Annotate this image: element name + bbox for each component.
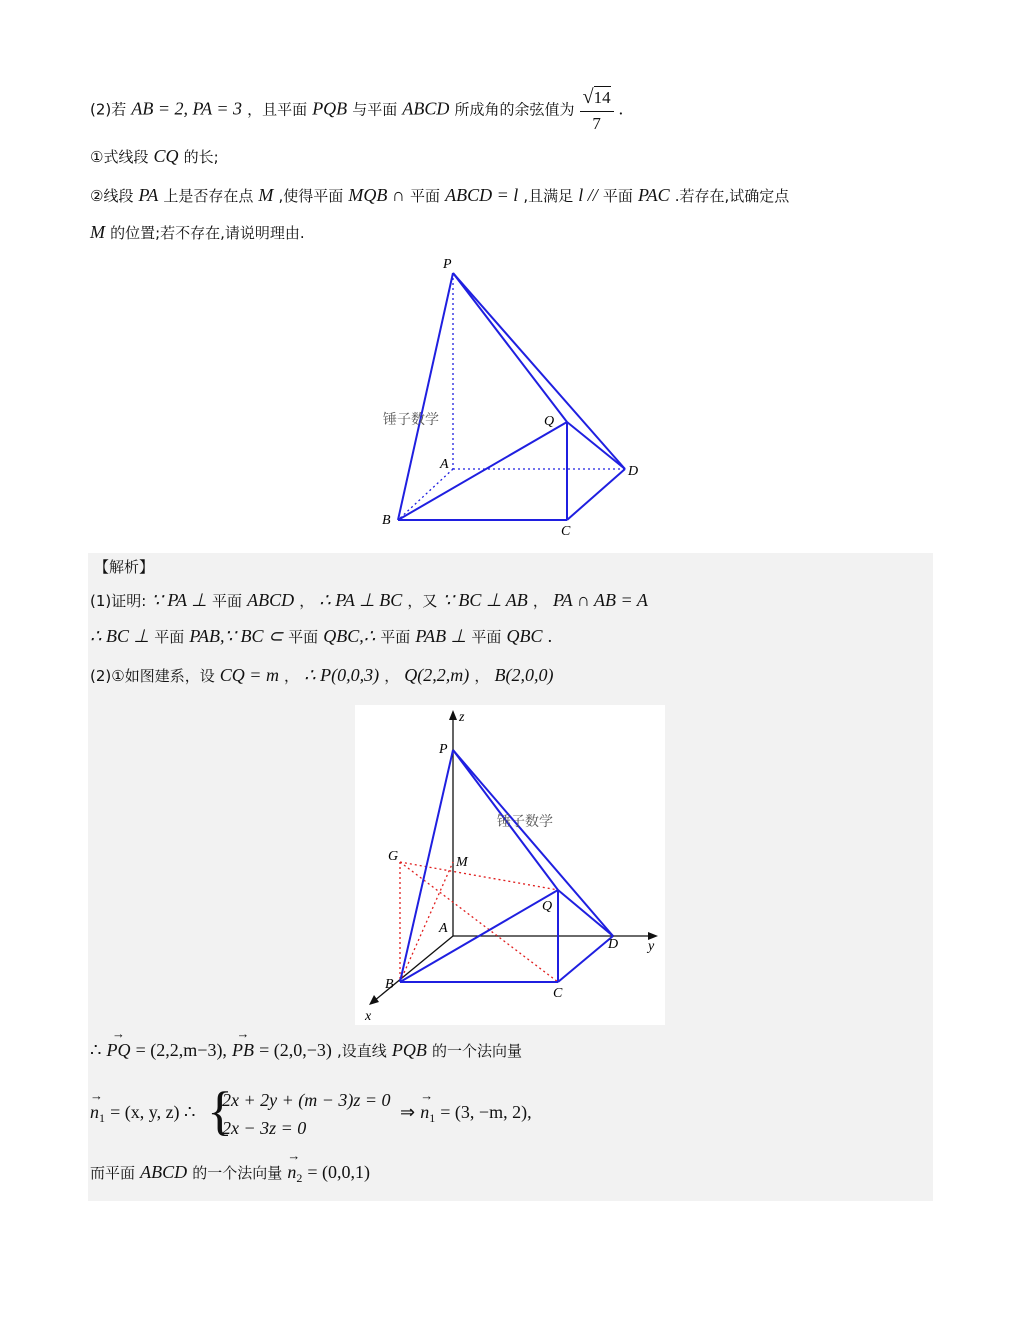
label2-y: y <box>648 939 655 954</box>
solution-line-4: ∴ → PQ = (2,2,m−3), → PB = (2,0,−3) ,设直线 PQB 的一个法向量 <box>90 1040 522 1061</box>
edge2-pb <box>400 750 453 982</box>
label2-Q: Q <box>542 899 553 914</box>
solution-line-2: ∴ BC ⊥ 平面 PAB,∵ BC ⊂ 平面 QBC,∴ 平面 PAB ⊥ 平面 QBC . <box>90 626 553 646</box>
label2-G: G <box>388 849 399 864</box>
label2-C: C <box>553 986 563 1001</box>
edge-qd <box>567 422 625 469</box>
system-brace: { <box>207 1081 233 1141</box>
solution-heading: 【解析】 <box>94 558 155 576</box>
system-eq-1: 2x + 2y + (m − 3)z = 0 <box>222 1090 391 1110</box>
edge2-qd <box>558 890 613 936</box>
question-1: ①式线段 CQ 的长; <box>90 146 219 166</box>
system-eq-2: 2x − 3z = 0 <box>222 1118 307 1138</box>
label2-B: B <box>385 977 394 992</box>
question-2-cont: M 的位置;若不存在,请说明理由. <box>90 222 305 242</box>
solution-line-3: (2)①如图建系，设 CQ = m ， ∴ P(0,0,3) ， Q(2,2,m) ， B(2,0,0) <box>90 665 554 685</box>
label-A: A <box>440 457 449 472</box>
label2-z: z <box>459 710 465 725</box>
edge-pd <box>453 273 625 469</box>
label-P: P <box>443 257 452 272</box>
label-Q: Q <box>544 414 555 429</box>
solution-line-1: (1)证明: ∵ PA ⊥ 平面 ABCD ， ∴ PA ⊥ BC ，又 ∵ BC ⊥ AB ， PA ∩ AB = A <box>90 590 648 610</box>
label2-A: A <box>439 921 448 936</box>
edge-ab-hidden <box>398 469 453 520</box>
plane-pqb: PQB <box>312 98 348 119</box>
solution-line-5: → $n_1 = (x$, y, z) ∴ <box>90 1102 196 1126</box>
edge-cd <box>567 469 625 520</box>
label2-x: x <box>365 1009 372 1024</box>
problem-part2-line: (2)若 AB = 2, PA = 3 ，且平面 PQB 与平面 ABCD 所成角的余弦值为 $\frac{√14}{7}$ . <box>90 86 624 133</box>
watermark-2: 锤子数学 <box>497 814 553 830</box>
condition: AB = 2, PA = 3 <box>131 98 242 119</box>
x-arrow <box>369 995 379 1005</box>
label2-M: M <box>456 855 468 870</box>
plane-abcd: ABCD <box>402 98 450 119</box>
edge-pq <box>453 273 567 422</box>
watermark: 锤子数学 <box>383 412 439 428</box>
label-B: B <box>382 513 391 528</box>
part2-prefix: (2)若 <box>90 100 127 119</box>
cosine-value: $\frac{√14}{7}$ <box>580 86 614 134</box>
label-D: D <box>628 464 639 479</box>
pyramid-figure <box>370 250 650 545</box>
solution-line-5-result: ⇒ → $n_1 = (3$, −m, 2), <box>400 1102 532 1126</box>
label2-P: P <box>439 742 448 757</box>
z-arrow <box>449 710 457 720</box>
edge-pb <box>398 273 453 520</box>
label2-D: D <box>608 937 619 952</box>
question-2: ②线段 PA 上是否存在点 M ,使得平面 MQB ∩ 平面 ABCD = l ,且满足 l // 平面 PAC .若存在,试确定点 <box>90 185 790 205</box>
label-C: C <box>561 524 571 539</box>
edge-bq <box>398 422 567 520</box>
coordinate-figure <box>355 705 665 1025</box>
solution-line-6: 而平面 ABCD 的一个法向量 → $n_2 = (0,0,1)$ <box>90 1162 370 1186</box>
edge2-cd <box>558 936 613 982</box>
edge2-pd <box>453 750 613 936</box>
